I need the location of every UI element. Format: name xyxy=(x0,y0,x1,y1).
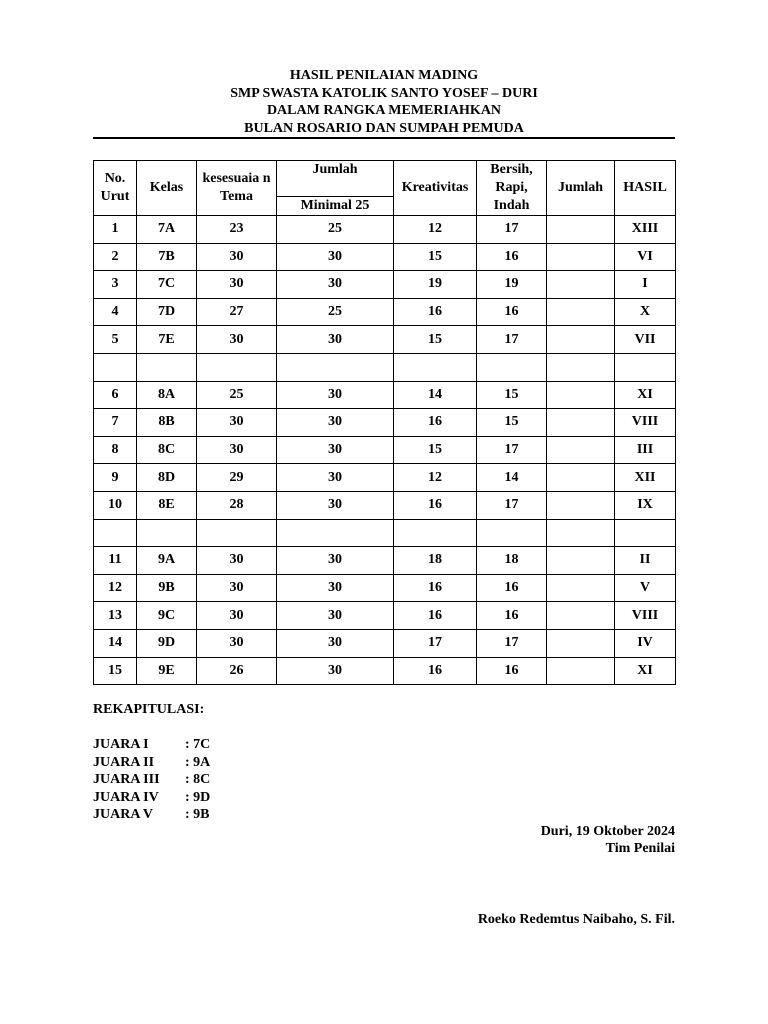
cell-no: 8 xyxy=(94,436,137,464)
rekap-item xyxy=(93,806,210,824)
table-row xyxy=(94,436,676,464)
cell-hasil xyxy=(615,353,676,381)
cell-tema: 26 xyxy=(197,657,277,685)
cell-kelas: 7C xyxy=(137,271,197,299)
signatory-name: Roeko Redemtus Naibaho, S. Fil. xyxy=(477,912,675,927)
cell-bersih: 17 xyxy=(477,436,547,464)
table-row xyxy=(94,464,676,492)
rekap-heading: REKAPITULASI: xyxy=(93,702,205,717)
cell-jumlah xyxy=(547,574,615,602)
cell-bersih: 15 xyxy=(477,381,547,409)
cell-no: 2 xyxy=(94,243,137,271)
cell-jumlah xyxy=(547,519,615,547)
cell-tema xyxy=(197,353,277,381)
cell-no: 12 xyxy=(94,574,137,602)
cell-no: 10 xyxy=(94,491,137,519)
cell-no: 11 xyxy=(94,547,137,575)
table-row xyxy=(94,216,676,244)
cell-no: 7 xyxy=(94,409,137,437)
cell-jumlah xyxy=(547,547,615,575)
cell-bersih: 17 xyxy=(477,216,547,244)
cell-no: 5 xyxy=(94,326,137,354)
cell-jumlah xyxy=(547,243,615,271)
cell-tema: 23 xyxy=(197,216,277,244)
cell-kelas xyxy=(137,519,197,547)
header-hasil: HASIL xyxy=(615,161,676,216)
table-row xyxy=(94,519,676,547)
cell-kelas: 8A xyxy=(137,381,197,409)
cell-bersih xyxy=(477,519,547,547)
cell-kelas: 9B xyxy=(137,574,197,602)
cell-tema: 29 xyxy=(197,464,277,492)
cell-kreativitas: 17 xyxy=(394,629,477,657)
cell-no: 13 xyxy=(94,602,137,630)
cell-kelas: 8D xyxy=(137,464,197,492)
cell-kelas: 8E xyxy=(137,491,197,519)
rekap-item xyxy=(93,736,210,754)
header-jumlah: Jumlah xyxy=(547,161,615,216)
rekap-value: : 9B xyxy=(185,807,210,823)
cell-jumlah-min: 25 xyxy=(277,298,394,326)
cell-hasil: XII xyxy=(615,464,676,492)
cell-kreativitas: 15 xyxy=(394,243,477,271)
cell-tema: 30 xyxy=(197,602,277,630)
header-kelas: Kelas xyxy=(137,161,197,216)
cell-jumlah xyxy=(547,436,615,464)
cell-kelas: 9E xyxy=(137,657,197,685)
cell-hasil: V xyxy=(615,574,676,602)
cell-kelas: 7E xyxy=(137,326,197,354)
cell-kreativitas: 15 xyxy=(394,436,477,464)
table-row xyxy=(94,409,676,437)
cell-jumlah-min: 30 xyxy=(277,602,394,630)
title-divider xyxy=(93,137,675,139)
cell-kelas: 7A xyxy=(137,216,197,244)
cell-no: 4 xyxy=(94,298,137,326)
table-row xyxy=(94,657,676,685)
title-line: DALAM RANGKA MEMERIAHKAN xyxy=(266,103,502,118)
rekap-value: : 9D xyxy=(185,789,211,805)
cell-no: 15 xyxy=(94,657,137,685)
cell-jumlah xyxy=(547,326,615,354)
cell-jumlah-min: 30 xyxy=(277,381,394,409)
cell-hasil: I xyxy=(615,271,676,299)
table-row xyxy=(94,243,676,271)
cell-jumlah-min: 30 xyxy=(277,657,394,685)
cell-jumlah xyxy=(547,657,615,685)
table-row xyxy=(94,491,676,519)
header-jumlah-top: Jumlah xyxy=(277,161,394,197)
table-row xyxy=(94,602,676,630)
cell-hasil: VII xyxy=(615,326,676,354)
rekap-label: JUARA I xyxy=(93,737,149,752)
rekap-label: JUARA III xyxy=(93,772,160,788)
table-row xyxy=(94,381,676,409)
cell-hasil: VIII xyxy=(615,409,676,437)
cell-kelas: 8C xyxy=(137,436,197,464)
cell-bersih: 16 xyxy=(477,243,547,271)
cell-kelas: 7B xyxy=(137,243,197,271)
cell-tema: 30 xyxy=(197,271,277,299)
cell-jumlah xyxy=(547,381,615,409)
cell-tema: 30 xyxy=(197,326,277,354)
document-title xyxy=(93,67,675,137)
cell-jumlah xyxy=(547,602,615,630)
cell-no: 1 xyxy=(94,216,137,244)
cell-jumlah xyxy=(547,409,615,437)
cell-hasil: XI xyxy=(615,657,676,685)
cell-bersih: 16 xyxy=(477,602,547,630)
cell-kreativitas: 18 xyxy=(394,547,477,575)
cell-hasil: VI xyxy=(615,243,676,271)
header-tema: kesesuaia n Tema xyxy=(197,161,277,216)
cell-tema: 28 xyxy=(197,491,277,519)
place-date: Duri, 19 Oktober 2024 xyxy=(540,824,675,839)
cell-tema: 27 xyxy=(197,298,277,326)
header-no: No. Urut xyxy=(94,161,137,216)
cell-jumlah-min: 30 xyxy=(277,547,394,575)
rekap-item xyxy=(93,771,210,789)
cell-jumlah xyxy=(547,491,615,519)
cell-hasil: X xyxy=(615,298,676,326)
table-row xyxy=(94,574,676,602)
cell-tema: 30 xyxy=(197,409,277,437)
score-table xyxy=(93,160,676,685)
cell-kreativitas xyxy=(394,519,477,547)
cell-kreativitas: 19 xyxy=(394,271,477,299)
rekap-label: JUARA II xyxy=(93,754,155,770)
table-row xyxy=(94,298,676,326)
cell-jumlah xyxy=(547,353,615,381)
cell-no xyxy=(94,353,137,381)
cell-jumlah-min: 30 xyxy=(277,326,394,354)
table-row xyxy=(94,353,676,381)
cell-kelas: 8B xyxy=(137,409,197,437)
rekap-value: : 7C xyxy=(185,737,211,752)
cell-bersih: 17 xyxy=(477,629,547,657)
cell-tema: 30 xyxy=(197,243,277,271)
cell-hasil: IX xyxy=(615,491,676,519)
cell-kreativitas: 15 xyxy=(394,326,477,354)
cell-jumlah-min xyxy=(277,353,394,381)
rekap-label: JUARA V xyxy=(93,807,154,823)
cell-kreativitas: 14 xyxy=(394,381,477,409)
cell-no: 6 xyxy=(94,381,137,409)
cell-jumlah xyxy=(547,271,615,299)
cell-kelas: 9A xyxy=(137,547,197,575)
cell-bersih: 19 xyxy=(477,271,547,299)
cell-tema: 30 xyxy=(197,574,277,602)
table-row xyxy=(94,629,676,657)
cell-bersih: 14 xyxy=(477,464,547,492)
cell-bersih: 15 xyxy=(477,409,547,437)
cell-kreativitas: 16 xyxy=(394,602,477,630)
cell-no xyxy=(94,519,137,547)
cell-kreativitas: 12 xyxy=(394,216,477,244)
cell-jumlah xyxy=(547,216,615,244)
cell-jumlah-min: 30 xyxy=(277,491,394,519)
cell-jumlah-min xyxy=(277,519,394,547)
cell-tema xyxy=(197,519,277,547)
rekap-value: : 9A xyxy=(185,754,211,770)
cell-jumlah-min: 25 xyxy=(277,216,394,244)
header-bersih: Bersih, Rapi, Indah xyxy=(477,161,547,216)
rekap-list xyxy=(93,736,210,824)
cell-jumlah-min: 30 xyxy=(277,574,394,602)
cell-jumlah-min: 30 xyxy=(277,629,394,657)
cell-no: 14 xyxy=(94,629,137,657)
cell-bersih: 16 xyxy=(477,574,547,602)
cell-jumlah-min: 30 xyxy=(277,409,394,437)
cell-jumlah-min: 30 xyxy=(277,436,394,464)
cell-hasil: IV xyxy=(615,629,676,657)
rekap-item xyxy=(93,789,210,807)
cell-bersih: 16 xyxy=(477,298,547,326)
cell-hasil: II xyxy=(615,547,676,575)
cell-kelas: 9C xyxy=(137,602,197,630)
team-label: Tim Penilai xyxy=(605,841,675,856)
cell-kreativitas: 16 xyxy=(394,491,477,519)
cell-kelas xyxy=(137,353,197,381)
header-jumlah-sub: Minimal 25 xyxy=(277,197,394,216)
cell-jumlah xyxy=(547,298,615,326)
cell-jumlah-min: 30 xyxy=(277,243,394,271)
cell-hasil: XI xyxy=(615,381,676,409)
title-line: SMP SWASTA KATOLIK SANTO YOSEF – DURI xyxy=(230,85,538,101)
cell-no: 9 xyxy=(94,464,137,492)
cell-hasil: VIII xyxy=(615,602,676,630)
cell-hasil: III xyxy=(615,436,676,464)
cell-jumlah xyxy=(547,464,615,492)
rekap-value: : 8C xyxy=(185,772,211,788)
cell-hasil: XIII xyxy=(615,216,676,244)
cell-kreativitas: 12 xyxy=(394,464,477,492)
cell-tema: 30 xyxy=(197,436,277,464)
cell-kreativitas: 16 xyxy=(394,298,477,326)
cell-kreativitas xyxy=(394,353,477,381)
table-row xyxy=(94,271,676,299)
cell-tema: 30 xyxy=(197,547,277,575)
cell-hasil xyxy=(615,519,676,547)
title-line: HASIL PENILAIAN MADING xyxy=(289,68,479,83)
cell-bersih: 17 xyxy=(477,326,547,354)
cell-bersih xyxy=(477,353,547,381)
cell-jumlah-min: 30 xyxy=(277,464,394,492)
cell-kreativitas: 16 xyxy=(394,409,477,437)
score-table-body xyxy=(94,216,676,685)
cell-bersih: 16 xyxy=(477,657,547,685)
cell-jumlah-min: 30 xyxy=(277,271,394,299)
cell-tema: 25 xyxy=(197,381,277,409)
cell-no: 3 xyxy=(94,271,137,299)
cell-tema: 30 xyxy=(197,629,277,657)
header-kreativitas: Kreativitas xyxy=(394,161,477,216)
table-row xyxy=(94,326,676,354)
cell-kreativitas: 16 xyxy=(394,574,477,602)
cell-kelas: 7D xyxy=(137,298,197,326)
cell-kreativitas: 16 xyxy=(394,657,477,685)
cell-kelas: 9D xyxy=(137,629,197,657)
title-line: BULAN ROSARIO DAN SUMPAH PEMUDA xyxy=(244,120,524,136)
cell-bersih: 18 xyxy=(477,547,547,575)
rekap-item xyxy=(93,754,210,772)
cell-bersih: 17 xyxy=(477,491,547,519)
rekap-label: JUARA IV xyxy=(93,789,159,805)
cell-jumlah xyxy=(547,629,615,657)
table-row xyxy=(94,547,676,575)
